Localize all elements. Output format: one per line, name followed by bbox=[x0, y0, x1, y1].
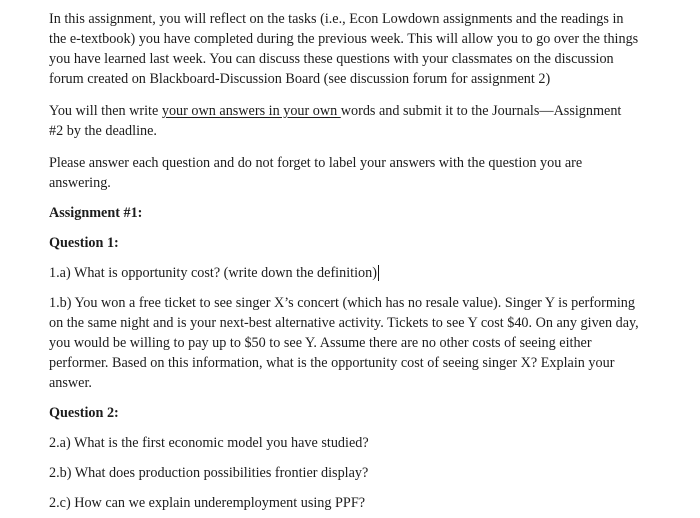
question-1-heading: Question 1: bbox=[49, 235, 119, 251]
submission-paragraph bbox=[49, 101, 639, 141]
submission-text-start: You will then write bbox=[49, 103, 162, 119]
instructions-paragraph: Please answer each question and do not forget to label your answers with the question you are answering. bbox=[49, 155, 583, 191]
question-2-heading: Question 2: bbox=[49, 405, 119, 421]
question-1a bbox=[49, 263, 639, 283]
assignment-heading: Assignment #1: bbox=[49, 205, 143, 221]
question-1a-text[interactable]: 1.a) What is opportunity cost? (write down the definition) bbox=[49, 265, 377, 281]
question-2b: 2.b) What does production possibilities frontier display? bbox=[49, 465, 369, 481]
submission-text-end: words and submit it to the Journals—Assignment #2 by the deadline. bbox=[49, 103, 622, 139]
document-body bbox=[49, 9, 639, 513]
question-2c: 2.c) How can we explain underemployment using PPF? bbox=[49, 495, 366, 511]
own-answers-underlined: your own answers in your own bbox=[161, 103, 341, 119]
question-2a: 2.a) What is the first economic model you have studied? bbox=[49, 435, 369, 451]
question-1b: 1.b) You won a free ticket to see singer X’s concert (which has no resale value). Singer Y is performing on the same night and is your next-best alternative activity. Tickets to see Y cost $40. On any given day, you would be willing to pay up to $50 to see Y. Assume there are no other costs of seeing either performer. Based on this information, what is the opportunity cost of seeing singer X? Explain your answer. bbox=[49, 295, 639, 391]
intro-paragraph: In this assignment, you will reflect on the tasks (i.e., Econ Lowdown assignments and the readings in the e-textbook) you have completed during the previous week. This will allow you to go over the things you have learned last week. You can discuss these questions with your classmates on the discussion forum created on Blackboard-Discussion Board (see discussion forum for assignment 2) bbox=[49, 11, 639, 87]
